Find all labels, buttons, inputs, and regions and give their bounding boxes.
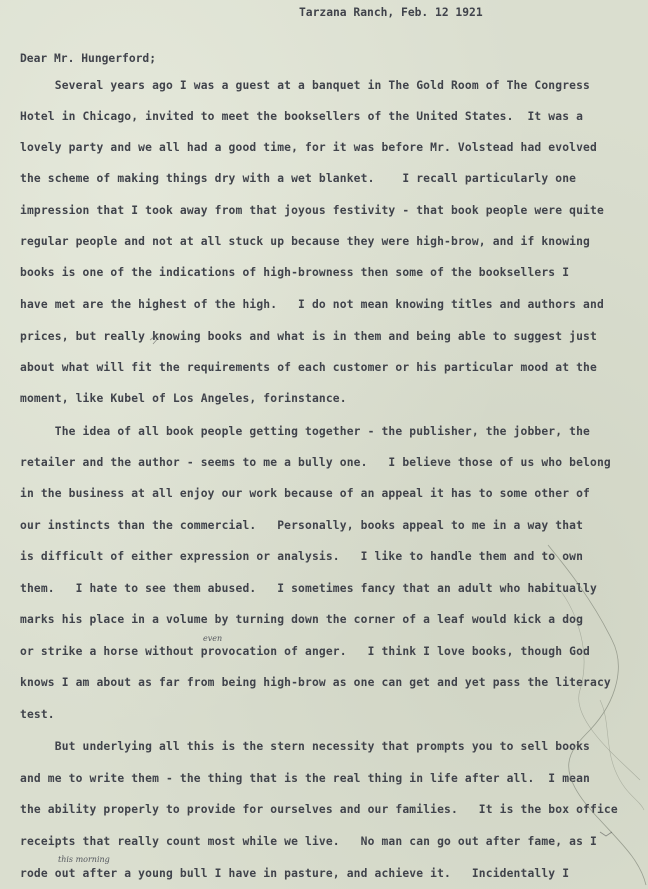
letter-line: regular people and not at all stuck up because they were high-brow, and if knowing xyxy=(20,235,591,248)
letter-line: But underlying all this is the stern necessity that prompts you to sell books xyxy=(20,740,591,753)
letter-line: lovely party and we all had a good time, for it was before Mr. Volstead had evolved xyxy=(20,141,597,154)
letter-line: and me to write them - the thing that is the real thing in life after all. I mean xyxy=(20,772,591,785)
letter-line: is difficult of either expression or analysis. I like to handle them and to own xyxy=(20,550,584,563)
letter-line: moment, like Kubel of Los Angeles, forinstance. xyxy=(20,392,347,405)
letter-line: impression that I took away from that joyous festivity - that book people were quite xyxy=(20,204,604,217)
letter-line: the scheme of making things dry with a wet blanket. I recall particularly one xyxy=(20,172,577,185)
letter-line: receipts that really count most while we live. No man can go out after fame, as I xyxy=(20,835,597,848)
letter-line: the ability properly to provide for ourselves and our families. It is the box office xyxy=(20,803,618,816)
letter-line: retailer and the author - seems to me a bully one. I believe those of us who belong xyxy=(20,456,611,469)
letter-line: have met are the highest of the high. I do not mean knowing titles and authors and xyxy=(20,298,604,311)
dateline: Tarzana Ranch, Feb. 12 1921 xyxy=(299,6,483,19)
letter-line: books is one of the indications of high-browness then some of the booksellers I xyxy=(20,266,570,279)
letter-line: The idea of all book people getting together - the publisher, the jobber, the xyxy=(20,425,591,438)
letter-line: or strike a horse without provocation of anger. I think I love books, though God xyxy=(20,645,591,658)
letter-line: test. xyxy=(20,708,55,721)
letter-line: knows I am about as far from being high-brow as one can get and yet pass the literacy xyxy=(20,676,611,689)
letter-line: about what will fit the requirements of each customer or his particular mood at the xyxy=(20,361,597,374)
letter-line: in the business at all enjoy our work because of an appeal it has to some other of xyxy=(20,487,591,500)
letter-line: Hotel in Chicago, invited to meet the booksellers of the United States. It was a xyxy=(20,110,584,123)
letter-line: Several years ago I was a guest at a banquet in The Gold Room of The Congress xyxy=(20,79,591,92)
letter-line: rode out after a young bull I have in pasture, and achieve it. Incidentally I xyxy=(20,867,570,880)
handwritten-annotation-even: even xyxy=(203,634,223,643)
handwritten-annotation-this-morning: this morning xyxy=(58,855,110,864)
letter-line: our instincts than the commercial. Personally, books appeal to me in a way that xyxy=(20,519,584,532)
salutation: Dear Mr. Hungerford; xyxy=(20,52,157,65)
letter-line: them. I hate to see them abused. I sometimes fancy that an adult who habitually xyxy=(20,582,597,595)
letter-line: marks his place in a volume by turning down the corner of a leaf would kick a dog xyxy=(20,613,584,626)
letter-line: prices, but really knowing books and what is in them and being able to suggest just xyxy=(20,330,597,343)
